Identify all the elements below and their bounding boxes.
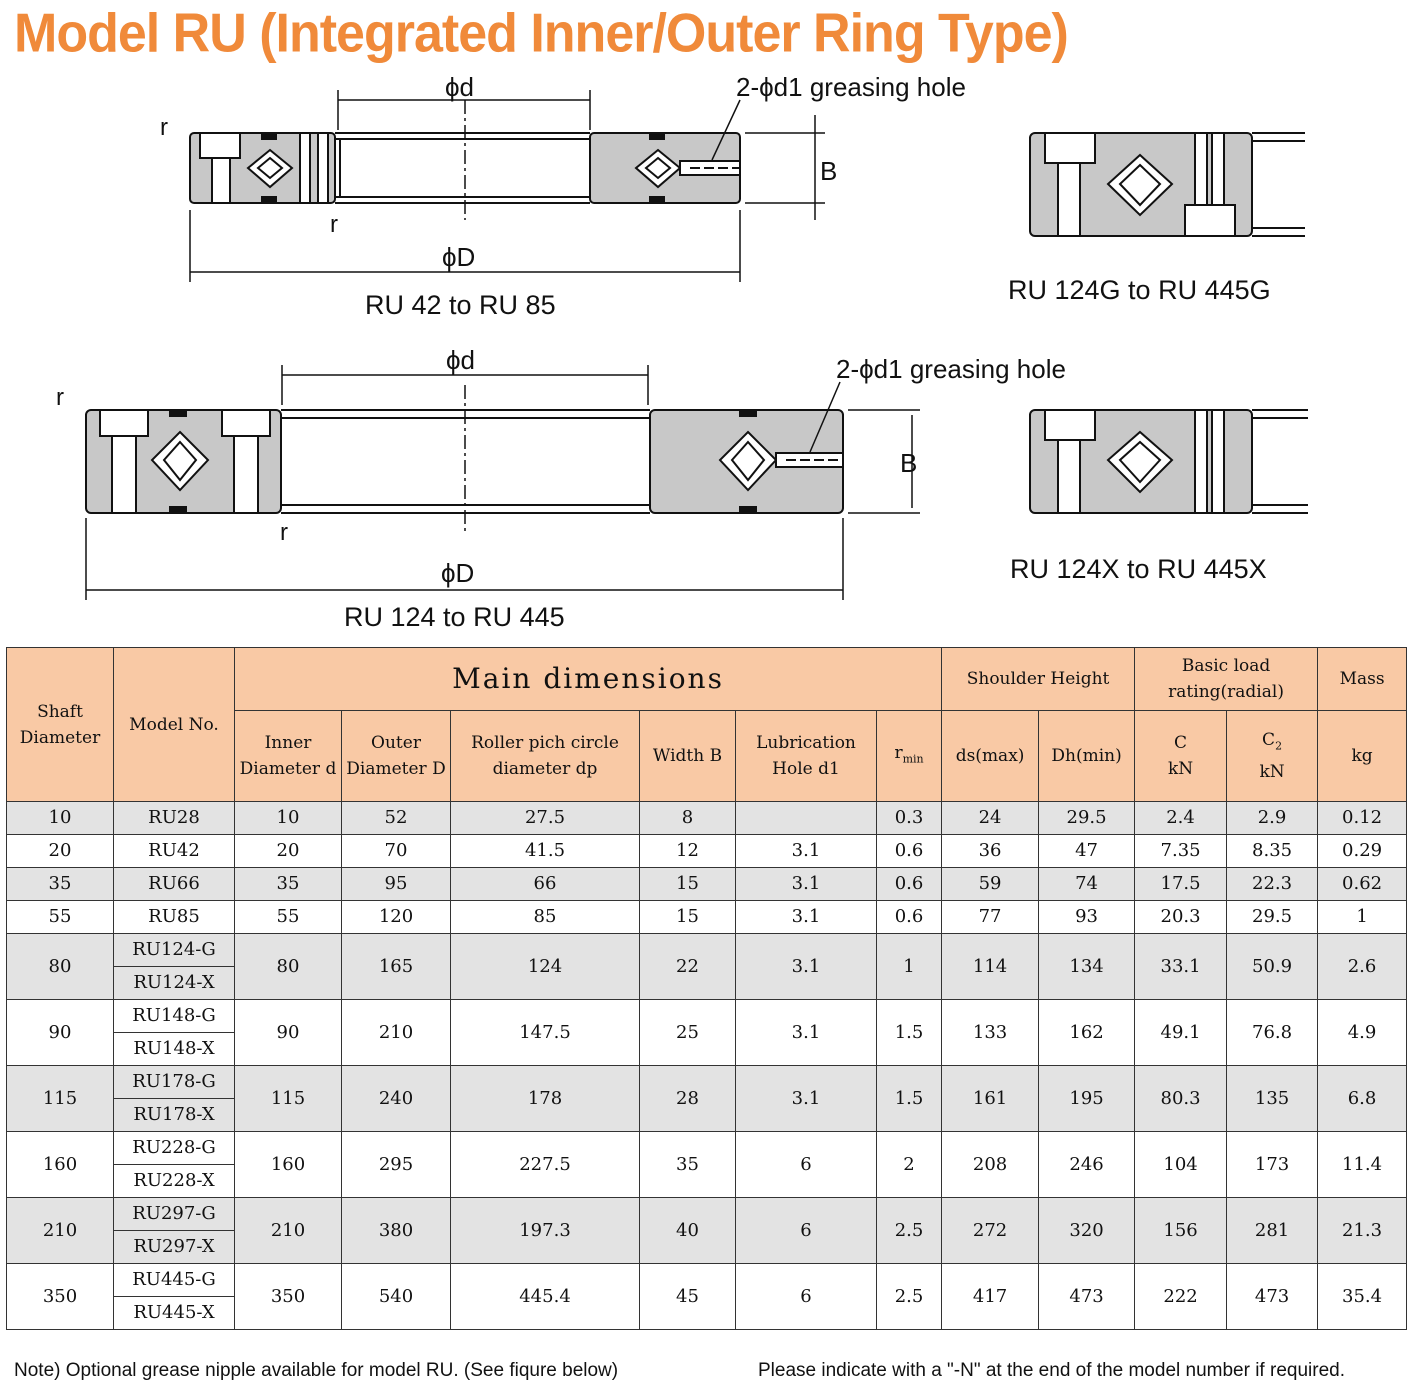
cell-c2: 50.9	[1227, 934, 1318, 1000]
g-variant-drawing	[1030, 133, 1305, 236]
cell-c: 2.4	[1135, 802, 1227, 835]
cell-d1: 3.1	[736, 1000, 877, 1066]
header-outer-diameter: Outer Diameter D	[342, 711, 451, 802]
cell-ds: 417	[942, 1264, 1039, 1330]
cell-shaft: 35	[7, 868, 114, 901]
header-inner-diameter: Inner Diameter d	[235, 711, 342, 802]
cell-ds: 208	[942, 1132, 1039, 1198]
cell-dp: 227.5	[451, 1132, 640, 1198]
table-row	[7, 934, 1407, 967]
cell-dp: 147.5	[451, 1000, 640, 1066]
cell-mass: 1	[1318, 901, 1407, 934]
cell-d1: 3.1	[736, 934, 877, 1000]
header-model-no: Model No.	[114, 648, 235, 802]
top-r1-label: r	[160, 114, 168, 141]
cell-model-g: RU228-G	[114, 1132, 235, 1165]
cell-model: RU66	[114, 868, 235, 901]
table-row	[7, 1132, 1407, 1165]
header-width: Width B	[640, 711, 736, 802]
header-dh-min: Dh(min)	[1039, 711, 1135, 802]
rmin-r: r	[894, 742, 903, 763]
cell-d: 80	[235, 934, 342, 1000]
cell-model: RU42	[114, 835, 235, 868]
cell-dh: 47	[1039, 835, 1135, 868]
table-row	[7, 1000, 1407, 1033]
cell-model-x: RU228-X	[114, 1165, 235, 1198]
table-row	[7, 802, 1407, 835]
header-roller-pitch: Roller pich circle diameter dp	[451, 711, 640, 802]
cell-d1: 3.1	[736, 868, 877, 901]
cell-model-x: RU445-X	[114, 1297, 235, 1330]
bottom-D-label: ϕD	[441, 558, 475, 588]
cell-model: RU85	[114, 901, 235, 934]
top-caption: RU 42 to RU 85	[365, 290, 556, 320]
header-basic-load: Basic load rating(radial)	[1135, 648, 1318, 711]
cell-dh: 473	[1039, 1264, 1135, 1330]
cell-mass: 0.12	[1318, 802, 1407, 835]
cell-model-g: RU445-G	[114, 1264, 235, 1297]
c2-sub: 2	[1275, 739, 1283, 753]
cell-mass: 0.62	[1318, 868, 1407, 901]
top-greasing-label: 2-ϕd1 greasing hole	[736, 72, 966, 102]
cell-dp: 41.5	[451, 835, 640, 868]
cell-model-x: RU297-X	[114, 1231, 235, 1264]
cell-mass: 2.6	[1318, 934, 1407, 1000]
cell-model-g: RU297-G	[114, 1198, 235, 1231]
cell-D: 165	[342, 934, 451, 1000]
cell-c2: 2.9	[1227, 802, 1318, 835]
cell-ds: 272	[942, 1198, 1039, 1264]
cell-mass: 21.3	[1318, 1198, 1407, 1264]
cell-mass: 6.8	[1318, 1066, 1407, 1132]
rmin-sub: min	[902, 752, 924, 766]
cell-D: 295	[342, 1132, 451, 1198]
cell-c2: 173	[1227, 1132, 1318, 1198]
cell-model-x: RU124-X	[114, 967, 235, 1000]
table-row	[7, 868, 1407, 901]
cell-D: 540	[342, 1264, 451, 1330]
table-row	[7, 1264, 1407, 1297]
cell-dh: 134	[1039, 934, 1135, 1000]
cell-ds: 133	[942, 1000, 1039, 1066]
cell-c: 104	[1135, 1132, 1227, 1198]
cell-d: 350	[235, 1264, 342, 1330]
cell-mass: 35.4	[1318, 1264, 1407, 1330]
cell-dh: 74	[1039, 868, 1135, 901]
bearing-drawings	[0, 60, 1409, 645]
cell-c: 20.3	[1135, 901, 1227, 934]
cell-dh: 29.5	[1039, 802, 1135, 835]
g-variant-caption: RU 124G to RU 445G	[1008, 275, 1271, 305]
cell-shaft: 10	[7, 802, 114, 835]
cell-r: 0.6	[877, 868, 942, 901]
cell-c: 156	[1135, 1198, 1227, 1264]
cell-c: 49.1	[1135, 1000, 1227, 1066]
note-right: Please indicate with a "-N" at the end of the model number if required.	[758, 1360, 1345, 1381]
cell-r: 0.3	[877, 802, 942, 835]
cell-r: 2.5	[877, 1198, 942, 1264]
top-drawing	[190, 90, 825, 282]
cell-B: 8	[640, 802, 736, 835]
cell-mass: 0.29	[1318, 835, 1407, 868]
cell-dp: 66	[451, 868, 640, 901]
cell-c2: 473	[1227, 1264, 1318, 1330]
cell-D: 210	[342, 1000, 451, 1066]
cell-dp: 85	[451, 901, 640, 934]
cell-B: 22	[640, 934, 736, 1000]
cell-model-x: RU178-X	[114, 1099, 235, 1132]
spec-table-body	[7, 802, 1407, 1330]
table-row	[7, 835, 1407, 868]
header-lubrication-hole: Lubrication Hole d1	[736, 711, 877, 802]
cell-c2: 8.35	[1227, 835, 1318, 868]
cell-c2: 22.3	[1227, 868, 1318, 901]
header-shoulder-height: Shoulder Height	[942, 648, 1135, 711]
cell-r: 2.5	[877, 1264, 942, 1330]
header-ds-max: ds(max)	[942, 711, 1039, 802]
cell-model-g: RU148-G	[114, 1000, 235, 1033]
cell-model-g: RU178-G	[114, 1066, 235, 1099]
cell-r: 2	[877, 1132, 942, 1198]
cell-shaft: 115	[7, 1066, 114, 1132]
cell-r: 1.5	[877, 1066, 942, 1132]
cell-dp: 124	[451, 934, 640, 1000]
cell-d: 115	[235, 1066, 342, 1132]
cell-D: 120	[342, 901, 451, 934]
cell-c2: 29.5	[1227, 901, 1318, 934]
cell-mass: 4.9	[1318, 1000, 1407, 1066]
cell-D: 52	[342, 802, 451, 835]
cell-shaft: 20	[7, 835, 114, 868]
c-label: C	[1174, 733, 1188, 753]
c2-label: C	[1262, 729, 1276, 750]
cell-dh: 195	[1039, 1066, 1135, 1132]
header-kg: kg	[1318, 711, 1407, 802]
cell-model-x: RU148-X	[114, 1033, 235, 1066]
cell-dp: 445.4	[451, 1264, 640, 1330]
header-mass: Mass	[1318, 648, 1407, 711]
header-shaft-diameter: Shaft Diameter	[7, 648, 114, 802]
cell-c: 222	[1135, 1264, 1227, 1330]
cell-shaft: 350	[7, 1264, 114, 1330]
cell-B: 40	[640, 1198, 736, 1264]
cell-d1: 3.1	[736, 901, 877, 934]
cell-d1: 3.1	[736, 1066, 877, 1132]
cell-ds: 114	[942, 934, 1039, 1000]
cell-shaft: 160	[7, 1132, 114, 1198]
c-unit: kN	[1167, 759, 1194, 779]
bottom-r2-label: r	[280, 519, 288, 546]
cell-shaft: 55	[7, 901, 114, 934]
cell-dh: 320	[1039, 1198, 1135, 1264]
cell-ds: 36	[942, 835, 1039, 868]
table-row	[7, 901, 1407, 934]
table-row	[7, 1198, 1407, 1231]
cell-r: 1.5	[877, 1000, 942, 1066]
cell-c: 33.1	[1135, 934, 1227, 1000]
top-r2-label: r	[330, 211, 338, 238]
cell-d: 35	[235, 868, 342, 901]
top-d-label: ϕd	[445, 72, 475, 102]
cell-dp: 27.5	[451, 802, 640, 835]
cell-r: 1	[877, 934, 942, 1000]
cell-d: 55	[235, 901, 342, 934]
cell-B: 35	[640, 1132, 736, 1198]
cell-shaft: 210	[7, 1198, 114, 1264]
cell-D: 95	[342, 868, 451, 901]
cell-dh: 246	[1039, 1132, 1135, 1198]
note-left: Note) Optional grease nipple available for model RU. (See fiqure below)	[14, 1360, 619, 1381]
cell-D: 240	[342, 1066, 451, 1132]
header-c	[1135, 711, 1227, 802]
cell-d1: 6	[736, 1132, 877, 1198]
table-row	[7, 1066, 1407, 1099]
cell-c2: 76.8	[1227, 1000, 1318, 1066]
cell-d: 160	[235, 1132, 342, 1198]
bottom-r1-label: r	[56, 384, 64, 411]
top-D-label: ϕD	[442, 242, 476, 272]
cell-d: 210	[235, 1198, 342, 1264]
bottom-greasing-label: 2-ϕd1 greasing hole	[836, 354, 1066, 384]
cell-c2: 135	[1227, 1066, 1318, 1132]
bottom-caption: RU 124 to RU 445	[344, 602, 565, 632]
cell-D: 70	[342, 835, 451, 868]
cell-B: 25	[640, 1000, 736, 1066]
cell-c: 7.35	[1135, 835, 1227, 868]
cell-dh: 162	[1039, 1000, 1135, 1066]
x-variant-drawing	[1030, 410, 1308, 513]
cell-ds: 161	[942, 1066, 1039, 1132]
cell-B: 45	[640, 1264, 736, 1330]
header-rmin	[877, 711, 942, 802]
cell-ds: 24	[942, 802, 1039, 835]
cell-r: 0.6	[877, 835, 942, 868]
cell-d1: 6	[736, 1264, 877, 1330]
cell-mass: 11.4	[1318, 1132, 1407, 1198]
cell-shaft: 90	[7, 1000, 114, 1066]
cell-d1	[736, 802, 877, 835]
cell-B: 28	[640, 1066, 736, 1132]
bottom-B-label: B	[900, 448, 918, 478]
header-main-dimensions: Main dimensions	[235, 648, 942, 711]
top-B-label: B	[820, 156, 838, 186]
x-variant-caption: RU 124X to RU 445X	[1010, 554, 1267, 584]
cell-c2: 281	[1227, 1198, 1318, 1264]
spec-table	[6, 647, 1407, 1330]
c2-unit: kN	[1259, 762, 1285, 783]
cell-d1: 3.1	[736, 835, 877, 868]
cell-model-g: RU124-G	[114, 934, 235, 967]
cell-d: 20	[235, 835, 342, 868]
cell-B: 12	[640, 835, 736, 868]
cell-d: 10	[235, 802, 342, 835]
cell-model: RU28	[114, 802, 235, 835]
cell-c: 80.3	[1135, 1066, 1227, 1132]
header-c2	[1227, 711, 1318, 802]
cell-ds: 77	[942, 901, 1039, 934]
cell-c: 17.5	[1135, 868, 1227, 901]
cell-B: 15	[640, 901, 736, 934]
cell-d1: 6	[736, 1198, 877, 1264]
bottom-d-label: ϕd	[446, 345, 476, 375]
cell-r: 0.6	[877, 901, 942, 934]
bottom-drawing	[86, 365, 920, 600]
page-title: Model RU (Integrated Inner/Outer Ring Type)	[14, 3, 1068, 64]
cell-d: 90	[235, 1000, 342, 1066]
cell-dp: 178	[451, 1066, 640, 1132]
cell-ds: 59	[942, 868, 1039, 901]
cell-dp: 197.3	[451, 1198, 640, 1264]
cell-shaft: 80	[7, 934, 114, 1000]
cell-dh: 93	[1039, 901, 1135, 934]
cell-D: 380	[342, 1198, 451, 1264]
cell-B: 15	[640, 868, 736, 901]
